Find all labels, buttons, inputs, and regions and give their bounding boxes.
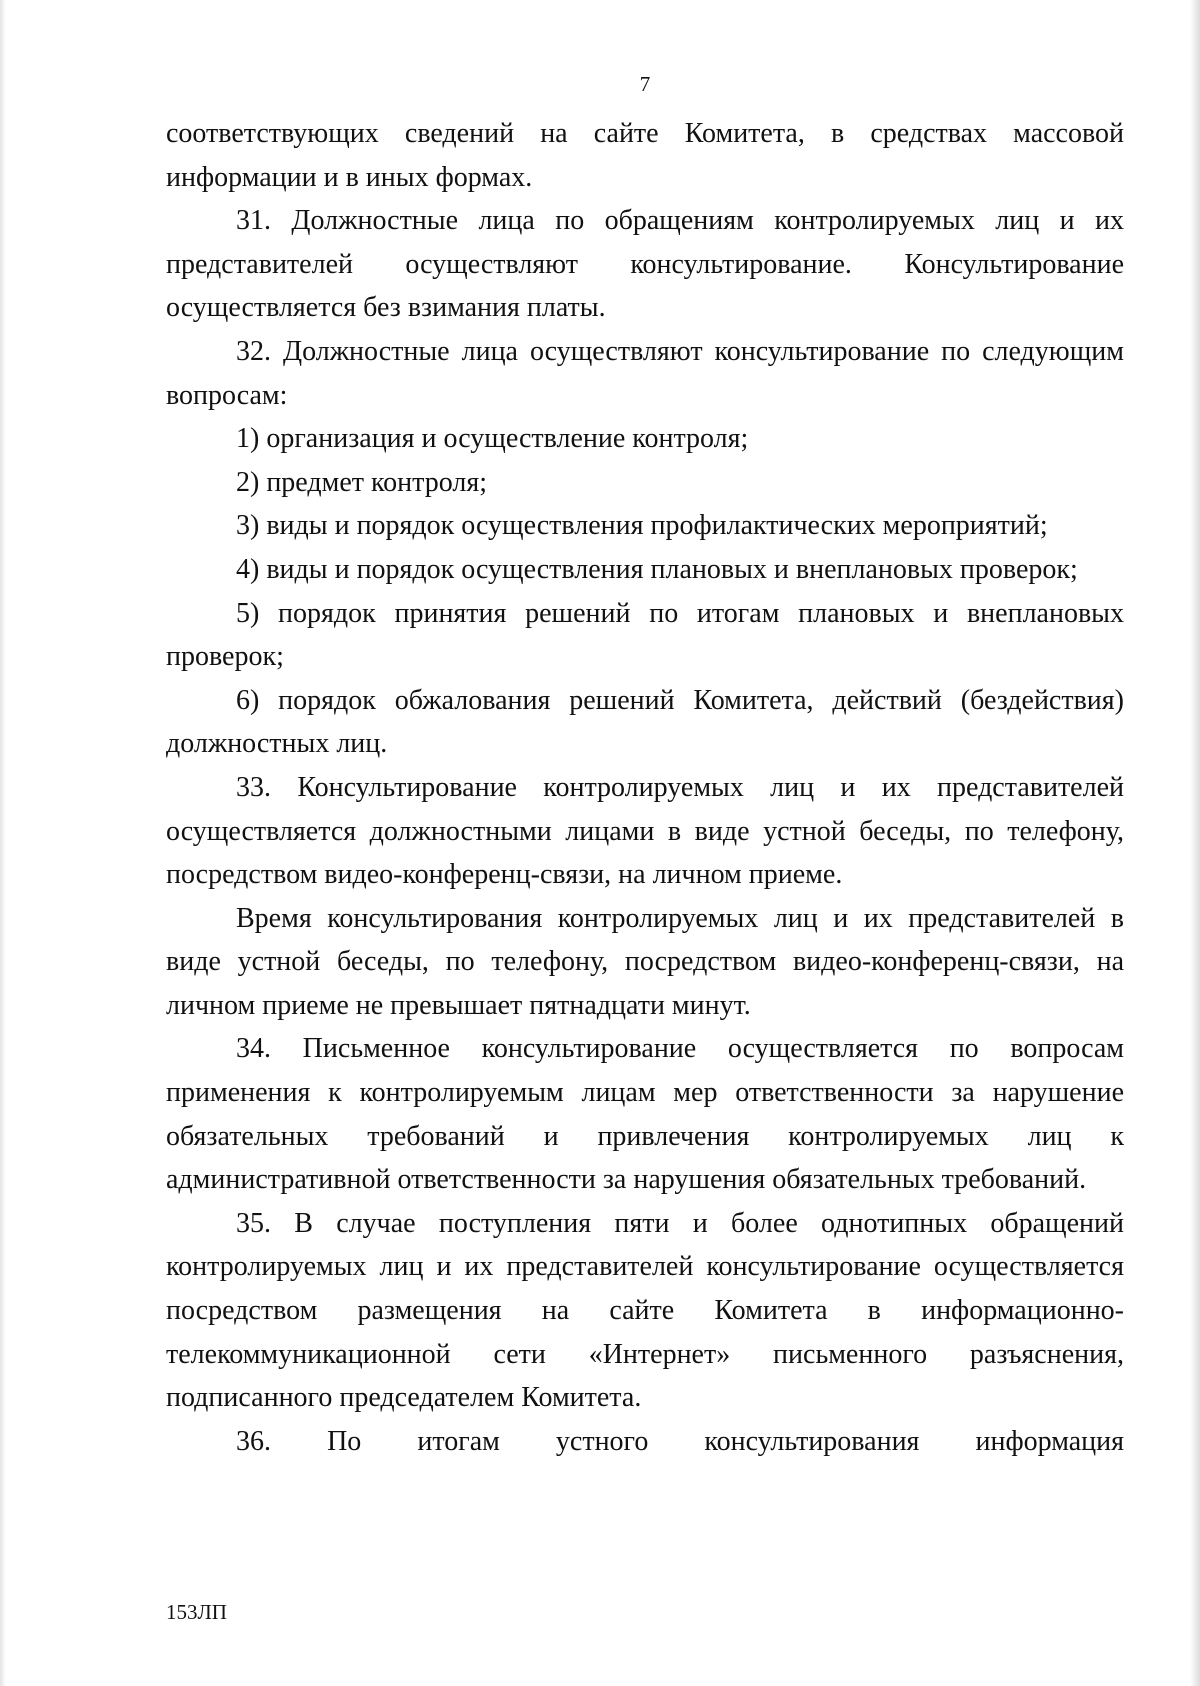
paragraph-31: 31. Должностные лица по обращениям контролируемых лиц и их представителей осуществляют консультирование. Консультирование осуществляется без взимания платы. [166,205,1124,324]
paragraph-34: 34. Письменное консультирование осуществляется по вопросам применения к контролируемым лицам мер ответственности за нарушение обязательных требований и привлечения контролируемых лиц к административной ответственности за нарушения обязательных требований. [166,1033,1124,1196]
paragraph-33: 33. Консультирование контролируемых лиц и их представителей осуществляется должностными лицами в виде устной беседы, по телефону, посредством видео-конференц-связи, на личном приеме. [166,771,1124,891]
list-item-3: 3) виды и порядок осуществления профилактических мероприятий; [236,510,1048,542]
list-item-4: 4) виды и порядок осуществления плановых и внеплановых проверок; [236,553,1078,585]
paragraph-36: 36. По итогам устного консультирования информация [236,1425,1124,1457]
paragraph-32: 32. Должностные лица осуществляют консультирование по следующим вопросам: [166,335,1124,411]
list-item-6: 6) порядок обжалования решений Комитета, действий (бездействия) должностных лиц. [166,684,1124,760]
page-number: 7 [639,72,651,96]
document-body [166,112,1124,1463]
paragraph-33-time: Время консультирования контролируемых лиц и их представителей в виде устной беседы, по телефону, посредством видео-конференц-связи, на личном приеме не превышает пятнадцати минут. [166,902,1124,1021]
list-item-2: 2) предмет контроля; [236,466,488,498]
paragraph-continuation: соответствующих сведений на сайте Комитета, в средствах массовой информации и в иных формах. [166,118,1124,193]
list-item-5: 5) порядок принятия решений по итогам плановых и внеплановых проверок; [166,597,1124,673]
list-item-1: 1) организация и осуществление контроля; [236,423,749,455]
scan-edge-left [0,0,6,1686]
scan-edge-right [1190,0,1200,1686]
document-code: 153ЛП [166,1600,227,1624]
paragraph-35: 35. В случае поступления пяти и более однотипных обращений контролируемых лиц и их представителей консультирование осуществляется посредством размещения на сайте Комитета в информационно-телекоммуникационной сети «Интернет» письменного разъяснения, подписанного председателем Комитета. [166,1207,1124,1414]
